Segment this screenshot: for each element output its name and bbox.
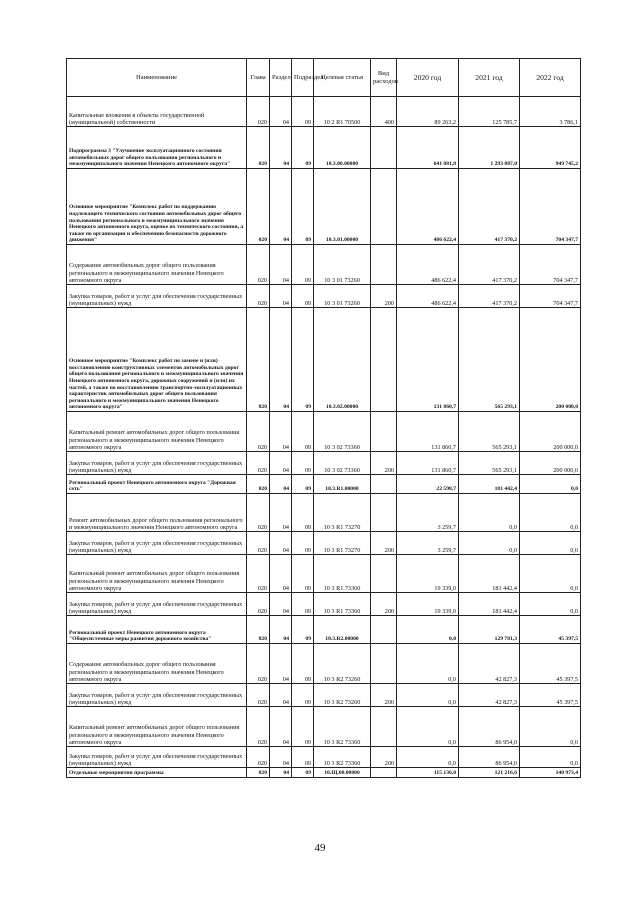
cell-podrazdel: 09 bbox=[292, 127, 314, 169]
cell-glava: 020 bbox=[247, 412, 270, 452]
cell-name: Закупка товаров, работ и услуг для обеспечения государственных (муниципальных) нужд bbox=[67, 747, 247, 768]
table-row bbox=[67, 532, 581, 555]
page-number: 49 bbox=[314, 842, 326, 854]
cell-razdel: 04 bbox=[270, 644, 292, 684]
cell-article: 10 2 R1 70500 bbox=[314, 97, 371, 127]
cell-article: 10.Щ.00.00000 bbox=[314, 768, 371, 778]
table-row bbox=[67, 285, 581, 308]
cell-expense-type bbox=[371, 412, 397, 452]
cell-article: 10 3 01 73260 bbox=[314, 285, 371, 308]
cell-podrazdel: 09 bbox=[292, 747, 314, 768]
cell-glava: 020 bbox=[247, 169, 270, 245]
cell-razdel: 04 bbox=[270, 768, 292, 778]
cell-2022: 200 000,0 bbox=[520, 412, 581, 452]
cell-podrazdel: 09 bbox=[292, 169, 314, 245]
cell-2021: 129 781,3 bbox=[459, 616, 520, 644]
cell-2022: 45 397,5 bbox=[520, 616, 581, 644]
cell-2021: 181 442,4 bbox=[459, 593, 520, 616]
cell-podrazdel: 09 bbox=[292, 412, 314, 452]
cell-glava: 020 bbox=[247, 747, 270, 768]
cell-glava: 020 bbox=[247, 644, 270, 684]
cell-2022: 704 347,7 bbox=[520, 285, 581, 308]
cell-glava: 020 bbox=[247, 684, 270, 707]
cell-2020: 486 622,4 bbox=[397, 245, 459, 285]
table-body bbox=[67, 97, 581, 778]
cell-expense-type: 200 bbox=[371, 684, 397, 707]
table-row bbox=[67, 475, 581, 494]
cell-name: Капитальный ремонт автомобильных дорог общего пользования регионального и межмуниципального значения Ненецкого автономного округа bbox=[67, 555, 247, 593]
cell-2020: 131 860,7 bbox=[397, 308, 459, 412]
cell-glava: 020 bbox=[247, 616, 270, 644]
cell-razdel: 04 bbox=[270, 593, 292, 616]
cell-2020: 131 860,7 bbox=[397, 452, 459, 475]
cell-2020: 3 259,7 bbox=[397, 494, 459, 532]
cell-glava: 020 bbox=[247, 285, 270, 308]
cell-glava: 020 bbox=[247, 127, 270, 169]
cell-podrazdel: 09 bbox=[292, 285, 314, 308]
cell-2020: 486 622,4 bbox=[397, 169, 459, 245]
cell-2022: 704 347,7 bbox=[520, 245, 581, 285]
cell-2022: 949 745,2 bbox=[520, 127, 581, 169]
cell-razdel: 04 bbox=[270, 747, 292, 768]
cell-2022: 200 000,0 bbox=[520, 452, 581, 475]
cell-podrazdel: 09 bbox=[292, 555, 314, 593]
budget-table bbox=[66, 58, 581, 778]
header-2022: 2022 год bbox=[520, 59, 581, 97]
header-2021: 2021 год bbox=[459, 59, 520, 97]
cell-2020: 22 598,7 bbox=[397, 475, 459, 494]
cell-glava: 020 bbox=[247, 707, 270, 747]
cell-razdel: 04 bbox=[270, 169, 292, 245]
cell-expense-type bbox=[371, 475, 397, 494]
cell-2020: 131 860,7 bbox=[397, 412, 459, 452]
cell-podrazdel: 09 bbox=[292, 452, 314, 475]
cell-2022: 200 000,0 bbox=[520, 308, 581, 412]
cell-2020: 0,0 bbox=[397, 644, 459, 684]
cell-2020: 115 136,0 bbox=[397, 768, 459, 778]
cell-2021: 121 216,6 bbox=[459, 768, 520, 778]
header-glava: Глава bbox=[247, 59, 270, 97]
cell-article: 10 3 R1 73360 bbox=[314, 555, 371, 593]
cell-2022: 140 973,4 bbox=[520, 768, 581, 778]
cell-2022: 0,0 bbox=[520, 494, 581, 532]
cell-podrazdel: 09 bbox=[292, 308, 314, 412]
cell-expense-type bbox=[371, 707, 397, 747]
cell-glava: 020 bbox=[247, 245, 270, 285]
table-row bbox=[67, 412, 581, 452]
cell-name: Закупка товаров, работ и услуг для обеспечения государственных (муниципальных) нужд bbox=[67, 593, 247, 616]
cell-razdel: 04 bbox=[270, 127, 292, 169]
cell-2020: 3 259,7 bbox=[397, 532, 459, 555]
cell-name: Региональный проект Ненецкого автономного округа "Дорожная сеть" bbox=[67, 475, 247, 494]
cell-glava: 020 bbox=[247, 555, 270, 593]
cell-expense-type bbox=[371, 768, 397, 778]
cell-name: Закупка товаров, работ и услуг для обеспечения государственных (муниципальных) нужд bbox=[67, 285, 247, 308]
cell-podrazdel: 09 bbox=[292, 644, 314, 684]
cell-razdel: 04 bbox=[270, 684, 292, 707]
cell-name: Основное мероприятие "Комплекс работ по замене и (или) восстановлению конструктивных элементов автомобильных дорог общего пользования регионального и межмуниципального значения Ненецкого автономного округа, дорожных сооружений и (или) их частей, а также по восстановлению транспортно-эксплуатационных характеристик автомобильных дорог общего пользования регионального и межмуниципального значения Ненецкого автономного округа" bbox=[67, 308, 247, 412]
cell-podrazdel: 09 bbox=[292, 245, 314, 285]
header-razdel: Раздел bbox=[270, 59, 292, 97]
cell-2020: 486 622,4 bbox=[397, 285, 459, 308]
table-row bbox=[67, 127, 581, 169]
cell-article: 10.3.02.00000 bbox=[314, 308, 371, 412]
cell-2021: 86 954,0 bbox=[459, 747, 520, 768]
cell-article: 10 3 R2 73360 bbox=[314, 747, 371, 768]
cell-article: 10 3 R1 73270 bbox=[314, 494, 371, 532]
table-row bbox=[67, 97, 581, 127]
cell-2021: 1 293 887,0 bbox=[459, 127, 520, 169]
cell-name: Региональный проект Ненецкого автономного округа "Общесистемные меры развития дорожного хозяйства" bbox=[67, 616, 247, 644]
cell-podrazdel: 09 bbox=[292, 475, 314, 494]
cell-expense-type: 200 bbox=[371, 593, 397, 616]
cell-razdel: 04 bbox=[270, 555, 292, 593]
cell-article: 10 3 R2 73260 bbox=[314, 644, 371, 684]
cell-razdel: 04 bbox=[270, 285, 292, 308]
cell-2021: 0,0 bbox=[459, 532, 520, 555]
header-2020: 2020 год bbox=[397, 59, 459, 97]
cell-article: 10 3 R2 73260 bbox=[314, 684, 371, 707]
cell-2022: 45 397,5 bbox=[520, 644, 581, 684]
cell-expense-type bbox=[371, 555, 397, 593]
cell-article: 10.3.R1.00000 bbox=[314, 475, 371, 494]
table-row bbox=[67, 452, 581, 475]
cell-article: 10 3 02 73360 bbox=[314, 412, 371, 452]
cell-article: 10 3 01 73260 bbox=[314, 245, 371, 285]
cell-2020: 89 263,2 bbox=[397, 97, 459, 127]
cell-razdel: 04 bbox=[270, 452, 292, 475]
cell-2021: 565 293,1 bbox=[459, 412, 520, 452]
cell-expense-type bbox=[371, 308, 397, 412]
cell-article: 10 3 R1 73360 bbox=[314, 593, 371, 616]
cell-2020: 19 339,0 bbox=[397, 593, 459, 616]
table-row bbox=[67, 245, 581, 285]
cell-article: 10 3 R1 73270 bbox=[314, 532, 371, 555]
cell-glava: 020 bbox=[247, 475, 270, 494]
cell-2022: 0,0 bbox=[520, 532, 581, 555]
cell-razdel: 04 bbox=[270, 532, 292, 555]
cell-podrazdel: 09 bbox=[292, 97, 314, 127]
cell-glava: 020 bbox=[247, 768, 270, 778]
cell-2022: 3 786,1 bbox=[520, 97, 581, 127]
cell-expense-type bbox=[371, 245, 397, 285]
table-row bbox=[67, 707, 581, 747]
cell-2021: 42 827,3 bbox=[459, 644, 520, 684]
cell-glava: 020 bbox=[247, 97, 270, 127]
cell-2020: 0,0 bbox=[397, 707, 459, 747]
table-row bbox=[67, 308, 581, 412]
cell-2022: 0,0 bbox=[520, 593, 581, 616]
cell-expense-type bbox=[371, 494, 397, 532]
cell-2021: 181 442,4 bbox=[459, 475, 520, 494]
cell-razdel: 04 bbox=[270, 616, 292, 644]
cell-article: 10 3 R2 73360 bbox=[314, 707, 371, 747]
table-row bbox=[67, 684, 581, 707]
cell-expense-type bbox=[371, 169, 397, 245]
table-header-row bbox=[67, 59, 581, 97]
header-name: Наименование bbox=[67, 59, 247, 97]
cell-name: Содержание автомобильных дорог общего пользования регионального и межмуниципального значения Ненецкого автономного округа bbox=[67, 245, 247, 285]
cell-2021: 417 370,2 bbox=[459, 285, 520, 308]
cell-name: Закупка товаров, работ и услуг для обеспечения государственных (муниципальных) нужд bbox=[67, 452, 247, 475]
cell-2020: 0,0 bbox=[397, 616, 459, 644]
cell-2020: 0,0 bbox=[397, 684, 459, 707]
header-article: Целевая статья bbox=[314, 59, 371, 97]
cell-name: Содержание автомобильных дорог общего пользования регионального и межмуниципального значения Ненецкого автономного округа bbox=[67, 644, 247, 684]
cell-article: 10.3.R2.00000 bbox=[314, 616, 371, 644]
cell-2021: 565 293,1 bbox=[459, 308, 520, 412]
cell-name: Отдельные мероприятия программы bbox=[67, 768, 247, 778]
cell-glava: 020 bbox=[247, 308, 270, 412]
cell-name: Капитальный ремонт автомобильных дорог общего пользования регионального и межмуниципального значения Ненецкого автономного округа bbox=[67, 412, 247, 452]
cell-name: Капитальный ремонт автомобильных дорог общего пользования регионального и межмуниципального значения Ненецкого автономного округа bbox=[67, 707, 247, 747]
cell-2022: 0,0 bbox=[520, 747, 581, 768]
cell-expense-type: 400 bbox=[371, 97, 397, 127]
cell-2022: 0,0 bbox=[520, 555, 581, 593]
cell-name: Капитальные вложения в объекты государственной (муниципальной) собственности bbox=[67, 97, 247, 127]
table-row bbox=[67, 768, 581, 778]
cell-2022: 704 347,7 bbox=[520, 169, 581, 245]
cell-2022: 0,0 bbox=[520, 707, 581, 747]
cell-expense-type bbox=[371, 127, 397, 169]
cell-article: 10 3 02 73360 bbox=[314, 452, 371, 475]
cell-expense-type: 200 bbox=[371, 452, 397, 475]
table-row bbox=[67, 644, 581, 684]
cell-2021: 565 293,1 bbox=[459, 452, 520, 475]
cell-name: Закупка товаров, работ и услуг для обеспечения государственных (муниципальных) нужд bbox=[67, 532, 247, 555]
cell-razdel: 04 bbox=[270, 308, 292, 412]
cell-glava: 020 bbox=[247, 452, 270, 475]
cell-podrazdel: 09 bbox=[292, 684, 314, 707]
cell-razdel: 04 bbox=[270, 707, 292, 747]
cell-glava: 020 bbox=[247, 494, 270, 532]
cell-article: 10.3.01.00000 bbox=[314, 169, 371, 245]
cell-2021: 42 827,3 bbox=[459, 684, 520, 707]
table-row bbox=[67, 593, 581, 616]
cell-2021: 86 954,0 bbox=[459, 707, 520, 747]
header-podrazdel: Подраздел bbox=[292, 59, 314, 97]
cell-name: Ремонт автомобильных дорог общего пользования регионального и межмуниципального значения Ненецкого автономного округа bbox=[67, 494, 247, 532]
cell-razdel: 04 bbox=[270, 245, 292, 285]
table-row bbox=[67, 616, 581, 644]
cell-article: 10.3.00.00000 bbox=[314, 127, 371, 169]
cell-glava: 020 bbox=[247, 532, 270, 555]
cell-expense-type bbox=[371, 616, 397, 644]
cell-name: Закупка товаров, работ и услуг для обеспечения государственных (муниципальных) нужд bbox=[67, 684, 247, 707]
cell-2021: 417 370,2 bbox=[459, 245, 520, 285]
header-expense-type: Вид расходов bbox=[371, 59, 397, 97]
cell-2022: 45 397,5 bbox=[520, 684, 581, 707]
cell-expense-type: 200 bbox=[371, 285, 397, 308]
cell-2020: 641 081,8 bbox=[397, 127, 459, 169]
cell-expense-type bbox=[371, 644, 397, 684]
cell-razdel: 04 bbox=[270, 494, 292, 532]
table-row bbox=[67, 747, 581, 768]
cell-name: Подпрограмма 3 "Улучшение эксплуатационного состояния автомобильных дорог общего пользования регионального и межмуниципального значения Ненецкого автономного округа" bbox=[67, 127, 247, 169]
cell-2021: 417 370,2 bbox=[459, 169, 520, 245]
cell-2020: 0,0 bbox=[397, 747, 459, 768]
cell-podrazdel: 09 bbox=[292, 494, 314, 532]
cell-2021: 181 442,4 bbox=[459, 555, 520, 593]
cell-podrazdel: 09 bbox=[292, 707, 314, 747]
cell-2020: 19 339,0 bbox=[397, 555, 459, 593]
cell-podrazdel: 09 bbox=[292, 593, 314, 616]
cell-2022: 0,0 bbox=[520, 475, 581, 494]
cell-2021: 125 785,7 bbox=[459, 97, 520, 127]
cell-2021: 0,0 bbox=[459, 494, 520, 532]
cell-razdel: 04 bbox=[270, 97, 292, 127]
cell-podrazdel: 09 bbox=[292, 768, 314, 778]
cell-expense-type: 200 bbox=[371, 747, 397, 768]
cell-name: Основное мероприятие "Комплекс работ по поддержанию надлежащего технического состояния автомобильных дорог общего пользования регионального и межмуниципального значения Ненецкого автономного округа, оценке их технического состояния, а также по организации и обеспечению безопасности дорожного движения" bbox=[67, 169, 247, 245]
cell-razdel: 04 bbox=[270, 475, 292, 494]
table-row bbox=[67, 555, 581, 593]
cell-expense-type: 200 bbox=[371, 532, 397, 555]
table-row bbox=[67, 169, 581, 245]
cell-razdel: 04 bbox=[270, 412, 292, 452]
cell-glava: 020 bbox=[247, 593, 270, 616]
cell-podrazdel: 09 bbox=[292, 532, 314, 555]
cell-podrazdel: 09 bbox=[292, 616, 314, 644]
table-row bbox=[67, 494, 581, 532]
